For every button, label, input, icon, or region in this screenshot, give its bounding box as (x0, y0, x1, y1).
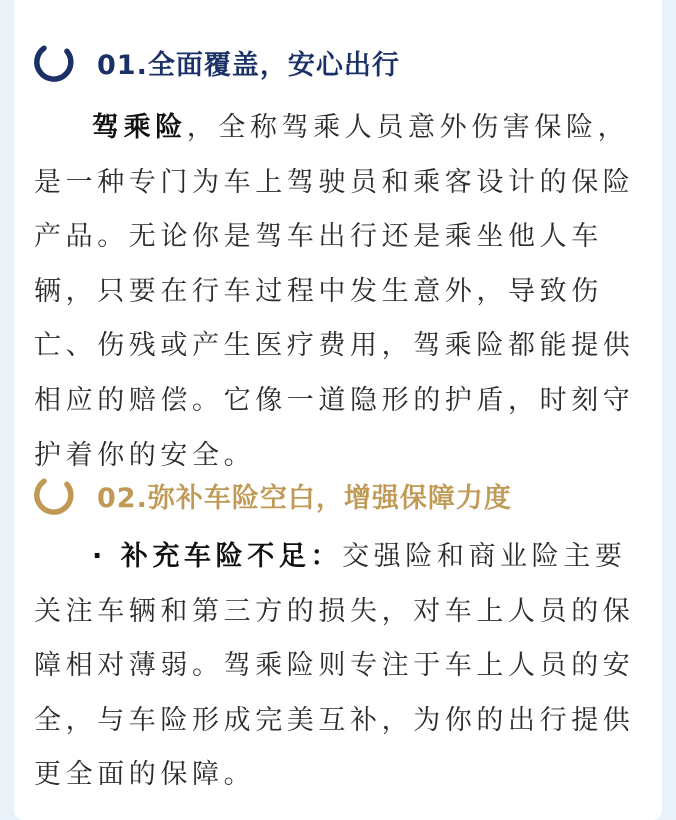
section-2-lead-term: · 补充车险不足： (92, 541, 343, 572)
section-2-header (33, 471, 512, 519)
section-1-header (33, 38, 400, 86)
section-1-title: 01.全面覆盖，安心出行 (97, 49, 400, 81)
section-1-lead-term: 驾乘险 (92, 112, 187, 143)
section-2-paragraph (34, 530, 646, 803)
section-1-paragraph (34, 101, 646, 483)
gold-ring-icon (33, 474, 75, 516)
section-2-title: 02.弥补车险空白，增强保障力度 (97, 482, 512, 514)
section-1-body: ，全称驾乘人员意外伤害保险，是一种专门为车上驾驶员和乘客设计的保险产品。无论你是驾车出行还是乘坐他人车辆，只要在行车过程中发生意外，导致伤亡、伤残或产生医疗费用，驾乘险都能提供相应的赔偿。它像一道隐形的护盾，时刻守护着你的安全。 (34, 112, 635, 471)
blue-ring-icon (33, 41, 75, 83)
section-2-body: 交强险和商业险主要关注车辆和第三方的损失，对车上人员的保障相对薄弱。驾乘险则专注于车上人员的安全，与车险形成完美互补，为你的出行提供更全面的保障。 (34, 541, 635, 791)
